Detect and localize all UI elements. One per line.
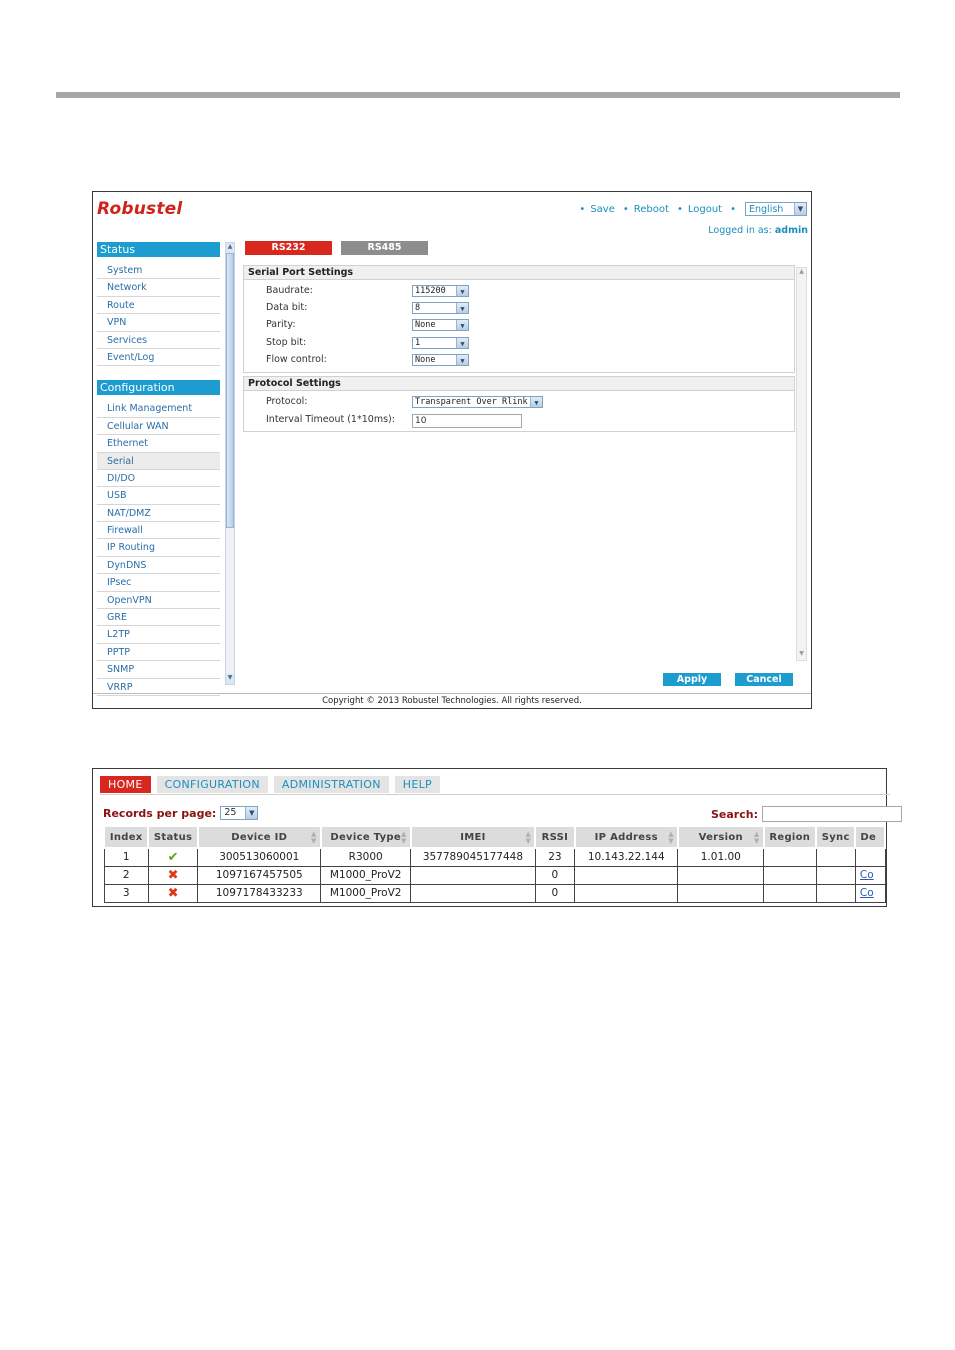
chevron-down-icon: ▼ <box>530 397 542 407</box>
search-label: Search: <box>711 807 758 821</box>
copyright-footer: Copyright © 2013 Robustel Technologies. All rights reserved. <box>93 693 811 708</box>
tab-help[interactable]: HELP <box>395 776 440 793</box>
cell-device-type: M1000_ProV2 <box>321 884 411 902</box>
databit-select[interactable] <box>412 302 469 314</box>
cell-device-type: M1000_ProV2 <box>321 866 411 884</box>
table-row[interactable] <box>104 848 885 866</box>
cell-version <box>678 884 764 902</box>
search-input[interactable] <box>762 806 902 822</box>
cell-index: 3 <box>104 884 148 902</box>
records-value: 25 <box>224 807 237 818</box>
cell-imei <box>411 884 536 902</box>
protocol-select[interactable] <box>412 396 543 408</box>
chevron-down-icon: ▼ <box>245 807 257 819</box>
detail-link[interactable]: Co <box>859 887 874 899</box>
flow-control-select[interactable] <box>412 354 469 366</box>
databit-label: Data bit: <box>266 302 308 313</box>
sidebar-item-event-log[interactable]: Event/Log <box>97 349 220 366</box>
search-area <box>711 806 902 822</box>
cell-ip: 10.143.22.144 <box>575 848 678 866</box>
col-status[interactable]: Status <box>148 826 197 848</box>
col-sync[interactable]: Sync <box>816 826 855 848</box>
tab-rs485[interactable]: RS485 <box>341 241 428 255</box>
interval-timeout-input[interactable]: 10 <box>412 414 522 428</box>
table-row[interactable] <box>104 866 885 884</box>
baudrate-value: 115200 <box>415 286 446 296</box>
tab-divider <box>100 794 890 795</box>
parity-value: None <box>415 320 436 330</box>
scroll-up-icon[interactable]: ▲ <box>226 243 234 253</box>
sidebar-item-firewall[interactable]: Firewall <box>97 522 220 539</box>
serial-port-settings <box>243 265 795 373</box>
baudrate-label: Baudrate: <box>266 285 313 296</box>
protocol-label: Protocol: <box>266 396 308 407</box>
content-scrollbar[interactable] <box>796 267 807 661</box>
records-per-page-select[interactable] <box>220 806 258 820</box>
scroll-down-icon[interactable]: ▼ <box>799 650 804 657</box>
databit-value: 8 <box>415 303 421 313</box>
sidebar-status-heading: Status <box>97 242 220 257</box>
parity-select[interactable] <box>412 319 469 331</box>
sort-icon: ▲ ▼ <box>668 830 674 845</box>
chevron-down-icon: ▼ <box>794 203 806 215</box>
tab-configuration[interactable]: CONFIGURATION <box>157 776 268 793</box>
sidebar-item-vrrp[interactable]: VRRP <box>97 679 220 696</box>
table-header-row <box>104 826 885 848</box>
table-row[interactable] <box>104 884 885 902</box>
cell-region <box>764 848 816 866</box>
cell-sync <box>816 884 855 902</box>
scroll-up-icon[interactable]: ▲ <box>799 268 804 275</box>
cell-status <box>148 884 197 902</box>
router-config-window <box>92 191 812 709</box>
sort-icon: ▲ ▼ <box>753 830 760 845</box>
baudrate-select[interactable] <box>412 285 469 297</box>
logged-user: admin <box>774 225 808 236</box>
chevron-down-icon: ▼ <box>456 338 468 348</box>
cell-status <box>148 866 197 884</box>
stopbit-label: Stop bit: <box>266 337 307 348</box>
sidebar-item-l2tp[interactable]: L2TP <box>97 626 220 643</box>
save-link[interactable]: • Save <box>579 204 614 215</box>
settings-panel <box>243 265 809 665</box>
cell-index: 1 <box>104 848 148 866</box>
protocol-section-title: Protocol Settings <box>244 377 794 391</box>
cell-version: 1.01.00 <box>678 848 764 866</box>
sort-icon: ▲ ▼ <box>311 830 317 845</box>
language-bullet <box>730 204 741 215</box>
cell-device-type: R3000 <box>321 848 411 866</box>
chevron-down-icon: ▼ <box>456 320 468 330</box>
protocol-settings <box>243 376 795 432</box>
col-device-id[interactable]: Device ID ▲ ▼ <box>198 826 321 848</box>
sidebar-item-services[interactable]: Services <box>97 332 220 349</box>
sidebar-item-ipsec[interactable]: IPsec <box>97 574 220 591</box>
main-tabs <box>100 776 440 793</box>
col-rssi[interactable]: RSSI <box>535 826 574 848</box>
serial-tabs <box>245 241 428 255</box>
sidebar-item-system[interactable]: System <box>97 262 220 279</box>
tab-administration[interactable]: ADMINISTRATION <box>274 776 389 793</box>
logout-link[interactable]: • Logout <box>677 204 722 215</box>
stopbit-select[interactable] <box>412 337 469 349</box>
sidebar-item-gre[interactable]: GRE <box>97 609 220 626</box>
sidebar-item-network[interactable]: Network <box>97 279 220 296</box>
cell-imei <box>411 866 536 884</box>
cell-region <box>764 884 816 902</box>
chevron-down-icon: ▼ <box>456 286 468 296</box>
cell-detail <box>855 848 885 866</box>
flow-control-value: None <box>415 355 436 365</box>
col-device-type[interactable]: Device Type ▲ ▼ <box>321 826 411 848</box>
language-select[interactable] <box>745 202 807 216</box>
scroll-down-icon[interactable]: ▼ <box>226 674 234 684</box>
sidebar-scroll-thumb[interactable] <box>226 253 234 528</box>
records-per-page <box>103 806 258 820</box>
parity-label: Parity: <box>266 319 296 330</box>
cell-sync <box>816 866 855 884</box>
sidebar-configuration-heading: Configuration <box>97 380 220 395</box>
sidebar-item-ip-routing[interactable]: IP Routing <box>97 539 220 556</box>
sidebar-item-dyndns[interactable]: DynDNS <box>97 557 220 574</box>
chevron-down-icon: ▼ <box>456 303 468 313</box>
cell-rssi: 23 <box>535 848 574 866</box>
protocol-value: Transparent Over Rlink <box>415 397 528 407</box>
cell-ip <box>575 866 678 884</box>
sidebar-item-openvpn[interactable]: OpenVPN <box>97 592 220 609</box>
cell-status <box>148 848 197 866</box>
interval-timeout-label: Interval Timeout (1*10ms): <box>266 414 395 425</box>
header-rule <box>56 92 900 98</box>
col-version[interactable]: Version ▲ ▼ <box>678 826 764 848</box>
flow-control-label: Flow control: <box>266 354 327 365</box>
sidebar-item-ethernet[interactable]: Ethernet <box>97 435 220 452</box>
records-label: Records per page: <box>103 806 217 820</box>
sidebar-item-usb[interactable]: USB <box>97 487 220 504</box>
cancel-button[interactable]: Cancel <box>735 673 793 686</box>
logged-label: Logged in as: <box>708 225 772 236</box>
cross-icon: ✖ <box>167 867 179 883</box>
sidebar-item-snmp[interactable]: SNMP <box>97 661 220 678</box>
sort-icon: ▲ ▼ <box>525 830 532 845</box>
detail-link[interactable]: Co <box>859 869 874 881</box>
check-icon: ✔ <box>167 849 179 865</box>
cell-imei: 357789045177448 <box>411 848 536 866</box>
sort-icon: ▲ ▼ <box>400 830 407 845</box>
chevron-down-icon: ▼ <box>456 355 468 365</box>
sidebar <box>97 242 235 693</box>
cell-index: 2 <box>104 866 148 884</box>
cell-detail <box>855 866 885 884</box>
logged-in-status <box>708 225 808 236</box>
sidebar-item-nat-dmz[interactable]: NAT/DMZ <box>97 505 220 522</box>
robustel-logo: Robustel <box>97 199 183 219</box>
col-index[interactable]: Index <box>104 826 148 848</box>
col-ip-address[interactable]: IP Address ▲ ▼ <box>575 826 678 848</box>
col-region[interactable]: Region <box>764 826 816 848</box>
stopbit-value: 1 <box>415 338 421 348</box>
col-detail[interactable]: De <box>855 826 885 848</box>
device-manager-window <box>92 768 887 907</box>
cell-ip <box>575 884 678 902</box>
cell-detail <box>855 884 885 902</box>
cell-version <box>678 866 764 884</box>
tab-rs232[interactable]: RS232 <box>245 241 332 255</box>
cell-rssi: 0 <box>535 866 574 884</box>
top-links <box>571 202 807 216</box>
col-imei[interactable]: IMEI ▲ ▼ <box>411 826 536 848</box>
sidebar-item-di-do[interactable]: DI/DO <box>97 470 220 487</box>
cell-device-id: 300513060001 <box>198 848 321 866</box>
cross-icon: ✖ <box>167 885 179 901</box>
sidebar-item-route[interactable]: Route <box>97 297 220 314</box>
cell-sync <box>816 848 855 866</box>
apply-button[interactable]: Apply <box>663 673 721 686</box>
sidebar-item-vpn[interactable]: VPN <box>97 314 220 331</box>
device-table <box>103 825 886 903</box>
cell-device-id: 1097178433233 <box>198 884 321 902</box>
serial-section-title: Serial Port Settings <box>244 266 794 280</box>
language-value: English <box>749 203 784 215</box>
cell-rssi: 0 <box>535 884 574 902</box>
reboot-link[interactable]: • Reboot <box>623 204 669 215</box>
sidebar-item-cellular-wan[interactable]: Cellular WAN <box>97 418 220 435</box>
cell-device-id: 1097167457505 <box>198 866 321 884</box>
sidebar-scrollbar[interactable] <box>225 242 235 685</box>
tab-home[interactable]: HOME <box>100 776 151 793</box>
sidebar-item-link-management[interactable]: Link Management <box>97 400 220 417</box>
sidebar-item-serial[interactable]: Serial <box>97 453 220 470</box>
cell-region <box>764 866 816 884</box>
sidebar-item-pptp[interactable]: PPTP <box>97 644 220 661</box>
